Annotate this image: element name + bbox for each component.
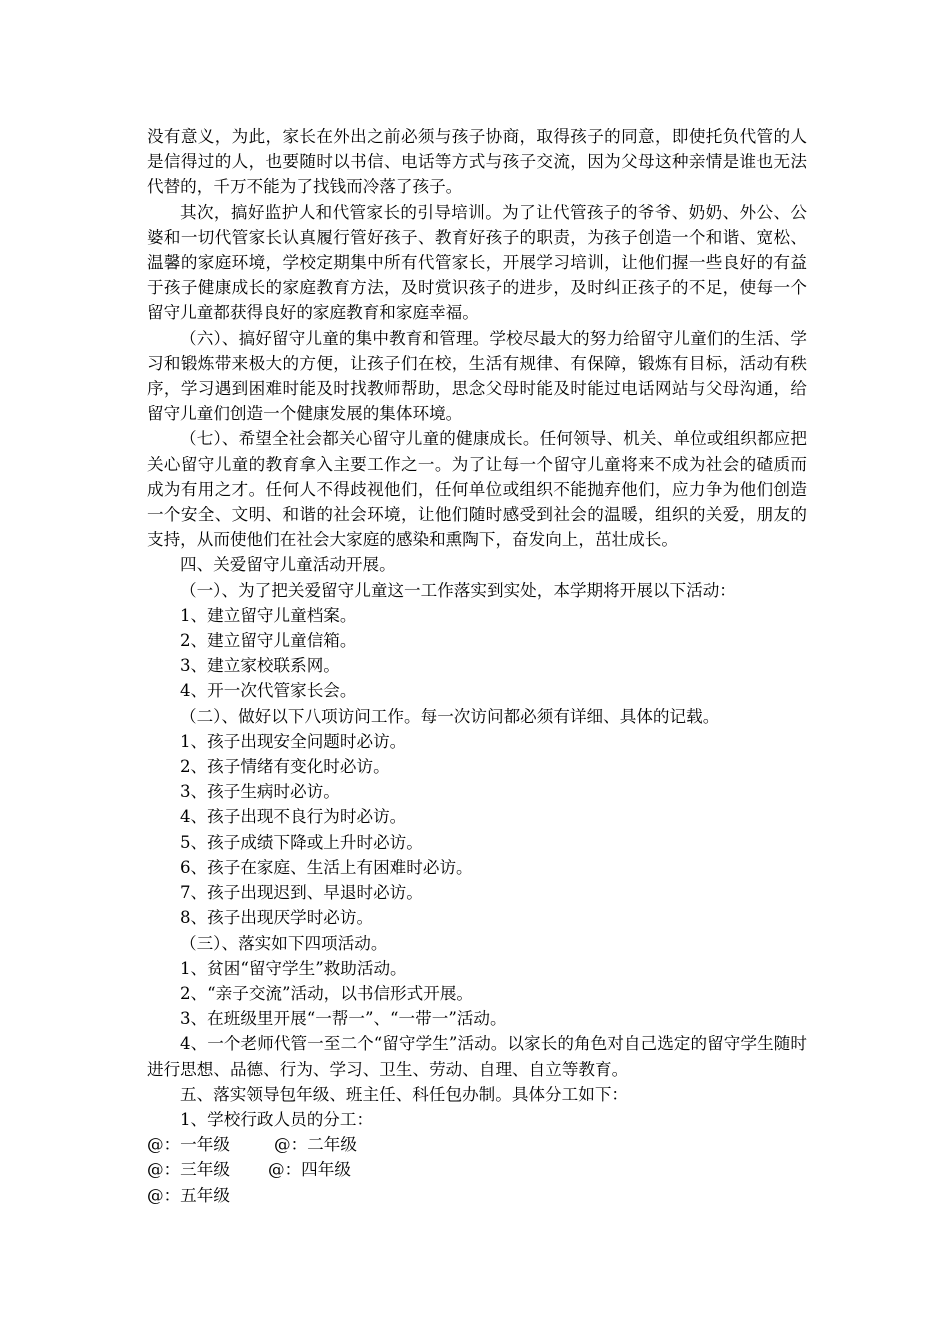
list-item: 1、贫困“留守学生”救助活动。 (180, 958, 407, 978)
paragraph-intro: 没有意义，为此，家长在外出之前必须与孩子协商，取得孩子的同意，即使托负代管的人是信得过的人，也要随时以书信、电话等方式与孩子交流，因为父母这种亲情是谁也无法代替的，千万不能为了找钱而冷落了孩子。 (147, 127, 807, 197)
paragraph-training: 其次，搞好监护人和代管家长的引导培训。为了让代管孩子的爷爷、奶奶、外公、公婆和一切代管家长认真履行管好孩子、教育好孩子的职责，为孩子创造一个和谐、宽松、温馨的家庭环境，学校定期集中所有代管家长，开展学习培训，让他们握一些良好的有益于孩子健康成长的家庭教育方法，及时赏识孩子的进步，及时纠正孩子的不足，使每一个留守儿童都获得良好的家庭教育和家庭幸福。 (147, 202, 807, 323)
list-item: 3、在班级里开展“一帮一”、“一带一”活动。 (180, 1009, 507, 1029)
list-item: 3、建立家校联系网。 (180, 656, 340, 676)
heading-section-5: 五、落实领导包年级、班主任、科任包办制。具体分工如下： (180, 1084, 629, 1104)
list-item: 2、“亲子交流”活动，以书信形式开展。 (180, 983, 474, 1003)
list-item: 2、建立留守儿童信箱。 (180, 631, 357, 651)
list-item: 6、孩子在家庭、生活上有困难时必访。 (180, 857, 473, 877)
subheading-four-activities: （三）、落实如下四项活动。 (180, 933, 388, 953)
list-item: 3、孩子生病时必访。 (180, 782, 340, 802)
assignment-grade-2: @：二年级 (273, 1135, 357, 1155)
paragraph-section-6: （六）、搞好留守儿童的集中教育和管理。学校尽最大的努力给留守儿童们的生活、学习和锻炼带来极大的方便，让孩子们在校，生活有规律、有保障，锻炼有目标，活动有秩序，学习遇到困难时能及时找教师帮助，思念父母时能及时能过电话网站与父母沟通，给留守儿童们创造一个健康发展的集体环境。 (147, 328, 807, 424)
list-item: 4、孩子出现不良行为时必访。 (180, 807, 407, 827)
list-item: 4、一个老师代管一至二个“留守学生”活动。以家长的角色对自己选定的留守学生随时进行思想、品德、行为、学习、卫生、劳动、自理、自立等教育。 (147, 1034, 807, 1079)
list-item: 5、孩子成绩下降或上升时必访。 (180, 832, 423, 852)
document-page (147, 124, 807, 1208)
paragraph-section-7: （七）、希望全社会都关心留守儿童的健康成长。任何领导、机关、单位或组织都应把关心留守儿童的教育拿入主要工作之一。为了让每一个留守儿童将来不成为社会的碴质而成为有用之才。任何人不得歧视他们，任何单位或组织不能抛弃他们，应力争为他们创造一个安全、文明、和谐的社会环境，让他们随时感受到社会的温暖，组织的关爱，朋友的支持，从而使他们在社会大家庭的感染和熏陶下，奋发向上，茁壮成长。 (147, 429, 807, 550)
list-item: 4、开一次代管家长会。 (180, 681, 357, 701)
assignment-grade-3: @：三年级 (147, 1160, 230, 1180)
assignment-grade-1: @：一年级 (147, 1135, 230, 1155)
list-item: 1、孩子出现安全问题时必访。 (180, 731, 407, 751)
subheading-visits: （二）、做好以下八项访问工作。每一次访问都必须有详细、具体的记载。 (180, 706, 720, 726)
list-item: 8、孩子出现厌学时必访。 (180, 908, 374, 928)
assignment-row (147, 1132, 807, 1157)
list-item: 1、学校行政人员的分工： (180, 1109, 374, 1129)
heading-section-4: 四、关爱留守儿童活动开展。 (180, 555, 396, 575)
list-item: 7、孩子出现迟到、早退时必访。 (180, 883, 423, 903)
assignment-row (147, 1157, 807, 1182)
assignment-grade-5: @：五年级 (147, 1185, 230, 1205)
list-item: 2、孩子情绪有变化时必访。 (180, 757, 390, 777)
subheading-activities: （一）、为了把关爱留守儿童这一工作落实到实处，本学期将开展以下活动： (180, 580, 736, 600)
list-item: 1、建立留守儿童档案。 (180, 605, 357, 625)
assignment-grade-4: @：四年级 (267, 1160, 351, 1180)
assignment-row (147, 1183, 807, 1208)
